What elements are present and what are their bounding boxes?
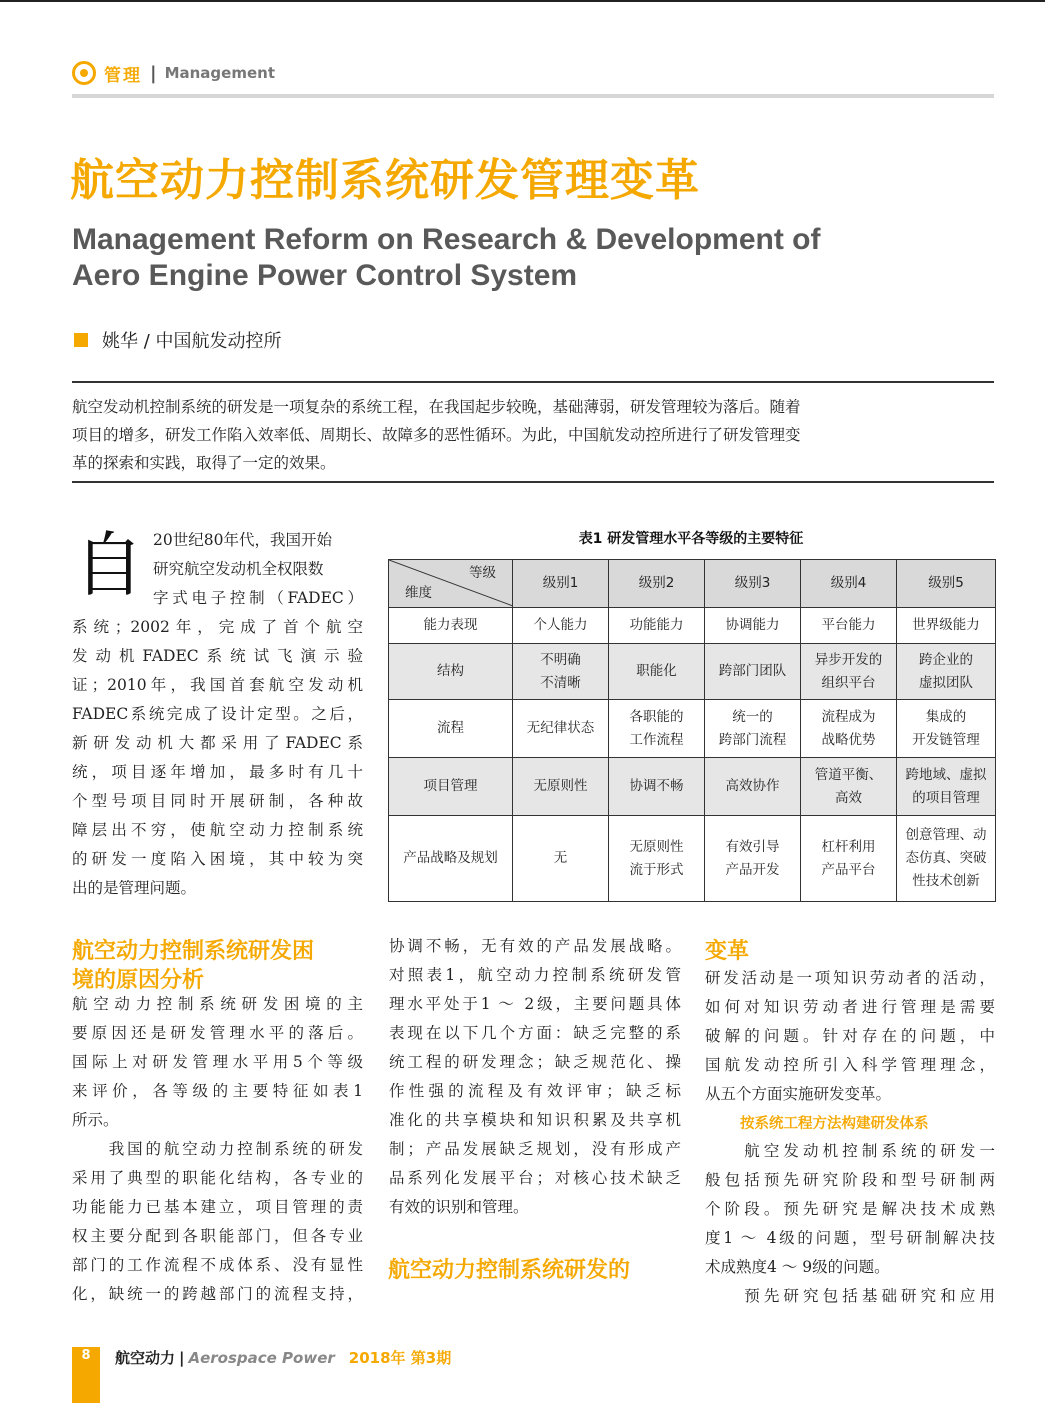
author-name: 姚华 / 中国航发动控所 <box>102 331 282 352</box>
section-separator: | <box>150 62 157 84</box>
abstract-top-rule <box>72 381 994 383</box>
column-header: 级别4 <box>801 560 897 608</box>
title-en-line: Management Reform on Research & Development of <box>72 223 821 256</box>
table-cell: 有效引导 产品开发 <box>705 816 801 902</box>
footer-separator: | <box>179 1349 185 1367</box>
body-line: 从五个方面实施研发变革。 <box>705 1085 892 1103</box>
magazine-logo-icon <box>72 61 96 85</box>
table-cell: 统一的 跨部门流程 <box>705 700 801 758</box>
column-header: 级别3 <box>705 560 801 608</box>
table-cell: 平台能力 <box>801 608 897 644</box>
body-line: FADEC系统完成了设计定型。之后， <box>72 705 363 723</box>
row-label: 结构 <box>389 644 513 700</box>
column-header: 级别5 <box>897 560 996 608</box>
journal-name-en: Aerospace Power <box>188 1349 335 1367</box>
table-header-row <box>389 560 996 608</box>
heading-line: 航空动力控制系统研发的 <box>388 1258 631 1283</box>
row-label: 流程 <box>389 700 513 758</box>
body-line: 采用了典型的职能化结构，各专业的 <box>72 1169 363 1187</box>
body-line: 20世纪80年代，我国开始 <box>153 531 332 549</box>
body-line: 研究航空发动机全权限数 <box>153 560 324 578</box>
heading-line: 境的原因分析 <box>72 968 205 993</box>
body-line: 要原因还是研发管理水平的落后。 <box>72 1024 363 1042</box>
body-line: 出的是管理问题。 <box>72 879 197 897</box>
body-line: 化，缺统一的跨越部门的流程支持， <box>72 1285 363 1303</box>
abstract <box>72 393 994 477</box>
table-cell: 集成的 开发链管理 <box>897 700 996 758</box>
table-cell: 无 <box>513 816 609 902</box>
table-row <box>389 758 996 816</box>
table-row <box>389 608 996 644</box>
section-heading-causes <box>72 937 314 995</box>
top-rule <box>0 0 1045 2</box>
subsection-heading: 按系统工程方法构建研发体系 <box>740 1116 929 1132</box>
table-cell: 职能化 <box>609 644 705 700</box>
section-label-en: Management <box>164 64 275 82</box>
body-line: 如何对知识劳动者进行管理是需要 <box>705 998 995 1016</box>
drop-cap: 自 <box>74 524 144 606</box>
table-cell: 协调能力 <box>705 608 801 644</box>
body-line: 权主要分配到各职能部门，但各专业 <box>72 1227 363 1245</box>
author-bullet <box>74 333 88 347</box>
article-title-cn: 航空动力控制系统研发管理变革 <box>70 155 700 206</box>
body-line: 理水平处于1 ～ 2级，主要问题具体 <box>389 995 681 1013</box>
body-line: 系统；2002年，完成了首个航空 <box>72 618 363 636</box>
journal-name-cn: 航空动力 <box>115 1349 176 1367</box>
section-heading-reform <box>388 1256 630 1285</box>
row-label: 项目管理 <box>389 758 513 816</box>
col2-body <box>389 932 681 1222</box>
issue-label: 2018年 第3期 <box>348 1349 452 1367</box>
table-cell: 杠杆利用 产品平台 <box>801 816 897 902</box>
table-cell: 协调不畅 <box>609 758 705 816</box>
body-line: 字式电子控制（FADEC） <box>153 589 363 607</box>
body-line: 破解的问题。针对存在的问题，中 <box>705 1027 995 1045</box>
corner-label-top: 等级 <box>469 565 496 581</box>
table-row <box>389 700 996 758</box>
table-cell: 功能能力 <box>609 608 705 644</box>
body-line: 研发活动是一项知识劳动者的活动， <box>705 969 995 987</box>
table-cell: 世界级能力 <box>897 608 996 644</box>
abstract-line: 革的探索和实践，取得了一定的效果。 <box>72 454 336 472</box>
table-cell: 不明确 不清晰 <box>513 644 609 700</box>
article-title-en <box>72 222 972 294</box>
table-cell: 跨部门团队 <box>705 644 801 700</box>
table-cell: 无原则性 <box>513 758 609 816</box>
row-label: 能力表现 <box>389 608 513 644</box>
header-rule <box>72 94 994 98</box>
body-line: 航空发动机控制系统的研发一 <box>705 1142 995 1160</box>
page-number: 8 <box>81 1348 91 1363</box>
table-cell: 异步开发的 组织平台 <box>801 644 897 700</box>
col3-body-2 <box>705 1137 995 1311</box>
col1-drop-lines <box>153 526 363 613</box>
body-line: 准化的共享模块和知识积累及共享机 <box>389 1111 681 1129</box>
table-row <box>389 816 996 902</box>
table-cell: 流程成为 战略优势 <box>801 700 897 758</box>
corner-label-bottom: 维度 <box>405 585 432 601</box>
table-cell: 创意管理、动 态仿真、突破 性技术创新 <box>897 816 996 902</box>
body-line: 航空动力控制系统研发困境的主 <box>72 995 363 1013</box>
column-header: 级别1 <box>513 560 609 608</box>
characteristics-table <box>388 559 996 902</box>
col1-body-2 <box>72 990 363 1309</box>
table-corner-cell <box>389 560 513 608</box>
column-header: 级别2 <box>609 560 705 608</box>
body-line: 般包括预先研究阶段和型号研制两 <box>705 1171 995 1189</box>
abstract-line: 项目的增多，研发工作陷入效率低、周期长、故障多的恶性循环。为此，中国航发动控所进行了研发管理变 <box>72 426 801 444</box>
heading-line: 航空动力控制系统研发困 <box>72 939 315 964</box>
table-cell: 各职能的 工作流程 <box>609 700 705 758</box>
abstract-line: 航空发动机控制系统的研发是一项复杂的系统工程，在我国起步较晚，基础薄弱，研发管理较为落后。随着 <box>72 398 801 416</box>
table-cell: 无纪律状态 <box>513 700 609 758</box>
title-en-line: Aero Engine Power Control System <box>72 259 578 292</box>
body-line: 统，项目逐年增加，最多时有几十 <box>72 763 363 781</box>
body-line: 功能能力已基本建立，项目管理的责 <box>72 1198 363 1216</box>
abstract-bottom-rule <box>72 481 994 483</box>
body-line: 新研发动机大都采用了FADEC系 <box>72 734 363 752</box>
table-cell: 跨企业的 虚拟团队 <box>897 644 996 700</box>
section-heading-reform-cont <box>705 937 749 966</box>
body-line: 我国的航空动力控制系统的研发 <box>72 1140 363 1158</box>
body-line: 发动机FADEC系统试飞演示验 <box>72 647 363 665</box>
body-line: 表现在以下几个方面：缺乏完整的系 <box>389 1024 681 1042</box>
table-caption: 表1 研发管理水平各等级的主要特征 <box>578 531 804 547</box>
col1-body <box>72 613 363 903</box>
body-line: 术成熟度4 ～ 9级的问题。 <box>705 1258 890 1276</box>
table-row <box>389 644 996 700</box>
table-cell: 无原则性 流于形式 <box>609 816 705 902</box>
body-line: 度1 ～ 4级的问题，型号研制解决技 <box>705 1229 995 1247</box>
footer <box>115 1347 451 1368</box>
heading-line: 变革 <box>705 939 750 964</box>
body-line: 个型号项目同时开展研制，各种故 <box>72 792 363 810</box>
row-label: 产品战略及规划 <box>389 816 513 902</box>
body-line: 证；2010年，我国首套航空发动机 <box>72 676 363 694</box>
col3-body <box>705 964 995 1109</box>
body-line: 部门的工作流程不成体系、没有显性 <box>72 1256 363 1274</box>
body-line: 作性强的流程及有效评审；缺乏标 <box>389 1082 681 1100</box>
body-line: 协调不畅，无有效的产品发展战略。 <box>389 937 681 955</box>
body-line: 统工程的研发理念；缺乏规范化、操 <box>389 1053 681 1071</box>
body-line: 个阶段。预先研究是解决技术成熟 <box>705 1200 995 1218</box>
body-line: 所示。 <box>72 1111 119 1129</box>
body-line: 品系列化发展平台；对核心技术缺乏 <box>389 1169 681 1187</box>
body-line: 制；产品发展缺乏规划，没有形成产 <box>389 1140 681 1158</box>
body-line: 障层出不穷，使航空动力控制系统 <box>72 821 363 839</box>
table-cell: 跨地域、虚拟 的项目管理 <box>897 758 996 816</box>
table-cell: 高效协作 <box>705 758 801 816</box>
body-line: 的研发一度陷入困境，其中较为突 <box>72 850 363 868</box>
section-label-cn: 管理 <box>104 65 142 86</box>
body-line: 国际上对研发管理水平用5个等级 <box>72 1053 363 1071</box>
body-line: 对照表1，航空动力控制系统研发管 <box>389 966 681 984</box>
table-cell: 个人能力 <box>513 608 609 644</box>
body-line: 来评价，各等级的主要特征如表1 <box>72 1082 363 1100</box>
body-line: 预先研究包括基础研究和应用 <box>705 1287 995 1305</box>
body-line: 有效的识别和管理。 <box>389 1198 529 1216</box>
table-cell: 管道平衡、 高效 <box>801 758 897 816</box>
body-line: 国航发动控所引入科学管理理念， <box>705 1056 995 1074</box>
section-header <box>72 60 275 86</box>
author-line <box>74 327 282 353</box>
